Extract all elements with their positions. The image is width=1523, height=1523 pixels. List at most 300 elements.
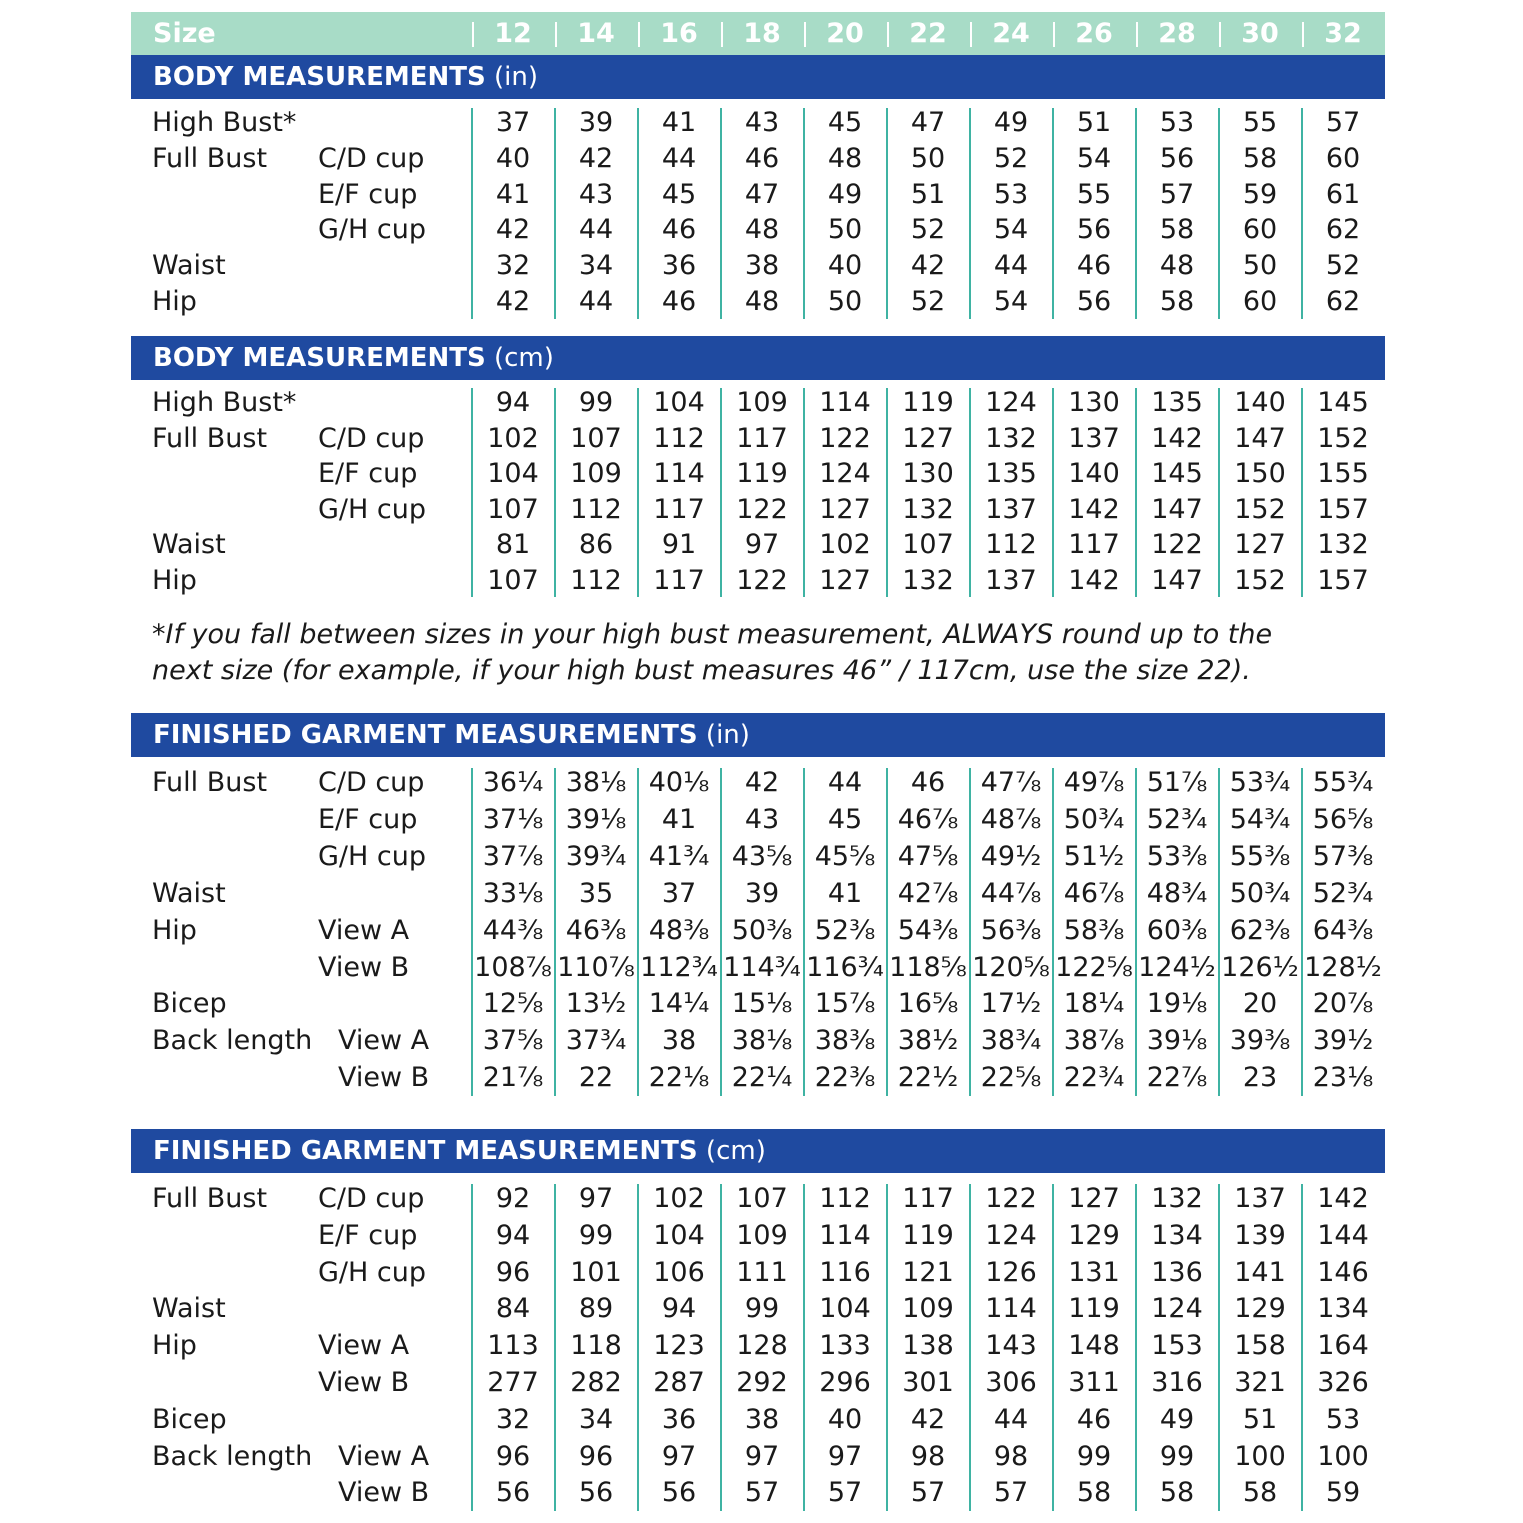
measurement-cell: 40⅛ — [648, 767, 710, 798]
row-sublabel: View B — [338, 1062, 430, 1094]
measurement-cell: 145 — [1317, 387, 1369, 418]
size-header-30: 30 — [1241, 18, 1279, 49]
measurement-cell: 109 — [736, 1219, 788, 1251]
measurement-cell: 97 — [744, 1440, 780, 1472]
measurement-cell: 38⅞ — [1063, 1025, 1125, 1057]
size-header-label: Size — [153, 18, 216, 49]
measurement-cell: 62 — [1325, 286, 1361, 317]
measurement-cell: 48¾ — [1146, 877, 1208, 909]
measurement-cell: 96 — [495, 1440, 531, 1472]
measurement-cell: 142 — [1068, 564, 1120, 596]
measurement-cell: 124 — [819, 458, 871, 489]
measurement-cell: 127 — [1068, 1183, 1120, 1214]
measurement-cell: 127 — [819, 493, 871, 525]
measurement-cell: 112 — [653, 422, 705, 454]
row-sublabel: View A — [318, 914, 410, 946]
measurement-cell: 114 — [819, 1219, 871, 1251]
measurement-cell: 292 — [736, 1367, 788, 1398]
measurement-cell: 138 — [902, 1330, 954, 1362]
measurement-cell: 47 — [910, 107, 946, 138]
measurement-cell: 301 — [902, 1367, 954, 1398]
measurement-cell: 107 — [736, 1183, 788, 1214]
measurement-cell: 157 — [1317, 493, 1369, 525]
row-label: Bicep — [152, 1403, 227, 1435]
measurement-cell: 56 — [1159, 142, 1195, 174]
measurement-cell: 81 — [495, 529, 531, 560]
size-header-12: 12 — [494, 18, 532, 49]
measurement-cell: 14¼ — [648, 988, 710, 1020]
measurement-cell: 117 — [736, 422, 788, 454]
measurement-cell: 49 — [993, 107, 1029, 138]
measurement-cell: 92 — [495, 1183, 531, 1214]
measurement-cell: 38½ — [897, 1025, 959, 1057]
measurement-cell: 37 — [661, 877, 697, 909]
measurement-cell: 99 — [1076, 1440, 1112, 1472]
measurement-cell: 132 — [902, 564, 954, 596]
row-label: Hip — [152, 286, 197, 317]
measurement-cell: 52 — [993, 142, 1029, 174]
measurement-cell: 123 — [653, 1330, 705, 1362]
measurement-cell: 100 — [1234, 1440, 1286, 1472]
row-sublabel: G/H cup — [318, 1256, 426, 1288]
row-label: Full Bust — [152, 767, 268, 798]
measurement-cell: 61 — [1325, 178, 1361, 210]
measurement-cell: 99 — [744, 1293, 780, 1325]
measurement-cell: 124 — [985, 387, 1037, 418]
footnote-line-2: next size (for example, if your high bust measures 46” / 117cm, use the size 22). — [152, 655, 1251, 686]
measurement-cell: 43⅝ — [731, 840, 793, 872]
measurement-cell: 152 — [1317, 422, 1369, 454]
measurement-cell: 49½ — [980, 840, 1042, 872]
measurement-cell: 94 — [661, 1293, 697, 1325]
measurement-cell: 140 — [1068, 458, 1120, 489]
measurement-cell: 126½ — [1221, 951, 1299, 983]
row-sublabel: E/F cup — [318, 1219, 418, 1251]
measurement-cell: 127 — [902, 422, 954, 454]
measurement-cell: 62 — [1325, 214, 1361, 246]
size-header-20: 20 — [826, 18, 864, 49]
measurement-cell: 52 — [1325, 250, 1361, 282]
row-sublabel: E/F cup — [318, 178, 418, 210]
measurement-cell: 120⅝ — [972, 951, 1050, 983]
measurement-cell: 21⅞ — [482, 1062, 544, 1094]
measurement-cell: 44 — [578, 286, 614, 317]
measurement-cell: 114 — [985, 1293, 1037, 1325]
measurement-cell: 12⅝ — [482, 988, 544, 1020]
measurement-cell: 46 — [661, 214, 697, 246]
measurement-cell: 117 — [1068, 529, 1120, 560]
measurement-cell: 39¾ — [565, 840, 627, 872]
size-header-22: 22 — [909, 18, 947, 49]
measurement-cell: 46 — [1076, 250, 1112, 282]
row-label: Back length — [152, 1440, 313, 1472]
measurement-cell: 134 — [1317, 1293, 1369, 1325]
measurement-cell: 117 — [653, 493, 705, 525]
measurement-cell: 106 — [653, 1256, 705, 1288]
measurement-cell: 49 — [827, 178, 863, 210]
measurement-cell: 118 — [570, 1330, 622, 1362]
measurement-cell: 102 — [653, 1183, 705, 1214]
measurement-cell: 44 — [827, 767, 863, 798]
size-header-18: 18 — [743, 18, 781, 49]
measurement-cell: 48⅜ — [648, 914, 710, 946]
measurement-cell: 119 — [1068, 1293, 1120, 1325]
measurement-cell: 98 — [910, 1440, 946, 1472]
measurement-cell: 38 — [661, 1025, 697, 1057]
measurement-cell: 48 — [744, 214, 780, 246]
measurement-cell: 113 — [487, 1330, 539, 1362]
footnote-line-1: *If you fall between sizes in your high bust measurement, ALWAYS round up to the — [152, 619, 1273, 650]
measurement-cell: 296 — [819, 1367, 871, 1398]
measurement-cell: 22⅝ — [980, 1062, 1042, 1094]
row-label: Full Bust — [152, 1183, 268, 1214]
measurement-cell: 59 — [1242, 178, 1278, 210]
measurement-cell: 96 — [578, 1440, 614, 1472]
measurement-cell: 142 — [1151, 422, 1203, 454]
measurement-cell: 39⅛ — [565, 803, 627, 835]
row-sublabel: View B — [318, 1367, 410, 1398]
row-label: Waist — [152, 250, 226, 282]
measurement-cell: 51½ — [1063, 840, 1125, 872]
measurement-cell: 22½ — [897, 1062, 959, 1094]
measurement-cell: 127 — [819, 564, 871, 596]
measurement-cell: 22 — [578, 1062, 614, 1094]
size-header-divider — [887, 22, 889, 47]
measurement-cell: 36 — [661, 250, 697, 282]
measurement-cell: 124½ — [1138, 951, 1216, 983]
measurement-cell: 112 — [570, 564, 622, 596]
measurement-cell: 122 — [819, 422, 871, 454]
measurement-cell: 20 — [1242, 988, 1278, 1020]
measurement-cell: 99 — [1159, 1440, 1195, 1472]
measurement-cell: 54⅜ — [897, 914, 959, 946]
row-sublabel: G/H cup — [318, 840, 426, 872]
measurement-cell: 108⅞ — [474, 951, 552, 983]
measurement-cell: 37 — [495, 107, 531, 138]
row-label: Hip — [152, 1330, 197, 1362]
measurement-cell: 144 — [1317, 1219, 1369, 1251]
row-sublabel: E/F cup — [318, 458, 418, 489]
measurement-cell: 132 — [1151, 1183, 1203, 1214]
measurement-cell: 50 — [827, 286, 863, 317]
measurement-cell: 94 — [495, 1219, 531, 1251]
measurement-cell: 129 — [1068, 1219, 1120, 1251]
size-header-divider — [638, 22, 640, 47]
size-header-32: 32 — [1324, 18, 1362, 49]
measurement-cell: 130 — [902, 458, 954, 489]
measurement-cell: 36¼ — [482, 767, 544, 798]
measurement-cell: 147 — [1151, 564, 1203, 596]
measurement-cell: 100 — [1317, 1440, 1369, 1472]
measurement-cell: 119 — [902, 1219, 954, 1251]
measurement-cell: 46 — [744, 142, 780, 174]
measurement-cell: 53 — [993, 178, 1029, 210]
measurement-cell: 107 — [570, 422, 622, 454]
measurement-cell: 153 — [1151, 1330, 1203, 1362]
measurement-cell: 58 — [1076, 1477, 1112, 1509]
measurement-cell: 38⅜ — [814, 1025, 876, 1057]
measurement-cell: 56 — [661, 1477, 697, 1509]
measurement-cell: 128½ — [1304, 951, 1382, 983]
section-title-text: BODY MEASUREMENTS — [153, 62, 486, 92]
measurement-cell: 41 — [661, 803, 697, 835]
measurement-cell: 47 — [744, 178, 780, 210]
measurement-cell: 91 — [661, 529, 697, 560]
measurement-cell: 22⅞ — [1146, 1062, 1208, 1094]
measurement-cell: 287 — [653, 1367, 705, 1398]
measurement-cell: 22⅜ — [814, 1062, 876, 1094]
measurement-cell: 38 — [744, 1403, 780, 1435]
size-header-26: 26 — [1075, 18, 1113, 49]
measurement-cell: 46 — [1076, 1403, 1112, 1435]
measurement-cell: 50 — [1242, 250, 1278, 282]
measurement-cell: 112 — [985, 529, 1037, 560]
measurement-cell: 97 — [578, 1183, 614, 1214]
measurement-cell: 86 — [578, 529, 614, 560]
measurement-cell: 45 — [827, 803, 863, 835]
measurement-cell: 47⅞ — [980, 767, 1042, 798]
measurement-cell: 58 — [1159, 1477, 1195, 1509]
measurement-cell: 39⅜ — [1229, 1025, 1291, 1057]
measurement-cell: 121 — [902, 1256, 954, 1288]
measurement-cell: 58 — [1242, 1477, 1278, 1509]
measurement-cell: 43 — [744, 803, 780, 835]
measurement-cell: 107 — [487, 493, 539, 525]
measurement-cell: 53 — [1159, 107, 1195, 138]
measurement-cell: 64⅜ — [1312, 914, 1374, 946]
measurement-cell: 38 — [744, 250, 780, 282]
measurement-cell: 58⅜ — [1063, 914, 1125, 946]
measurement-cell: 15⅞ — [814, 988, 876, 1020]
row-label: Full Bust — [152, 422, 268, 454]
measurement-cell: 94 — [495, 387, 531, 418]
size-header-divider — [555, 22, 557, 47]
section-header — [131, 1129, 1385, 1173]
measurement-cell: 51 — [1076, 107, 1112, 138]
measurement-cell: 44 — [993, 1403, 1029, 1435]
measurement-cell: 52 — [910, 286, 946, 317]
measurement-cell: 46⅞ — [897, 803, 959, 835]
measurement-cell: 46 — [910, 767, 946, 798]
measurement-cell: 97 — [744, 529, 780, 560]
measurement-cell: 112¾ — [640, 951, 718, 983]
measurement-cell: 53¾ — [1229, 767, 1291, 798]
size-header-28: 28 — [1158, 18, 1196, 49]
measurement-cell: 22⅛ — [648, 1062, 710, 1094]
measurement-cell: 32 — [495, 1403, 531, 1435]
measurement-cell: 277 — [487, 1367, 539, 1398]
measurement-cell: 42 — [744, 767, 780, 798]
measurement-cell: 96 — [495, 1256, 531, 1288]
measurement-cell: 20⅞ — [1312, 988, 1374, 1020]
measurement-cell: 122 — [736, 564, 788, 596]
measurement-cell: 141 — [1234, 1256, 1286, 1288]
measurement-cell: 44⅜ — [482, 914, 544, 946]
measurement-cell: 41 — [827, 877, 863, 909]
measurement-cell: 38⅛ — [731, 1025, 793, 1057]
row-sublabel: View A — [338, 1025, 430, 1057]
measurement-cell: 60 — [1325, 142, 1361, 174]
measurement-cell: 39⅛ — [1146, 1025, 1208, 1057]
measurement-cell: 122 — [985, 1183, 1037, 1214]
measurement-cell: 326 — [1317, 1367, 1369, 1398]
measurement-cell: 41 — [495, 178, 531, 210]
measurement-cell: 42 — [578, 142, 614, 174]
measurement-cell: 23 — [1242, 1062, 1278, 1094]
measurement-cell: 135 — [1151, 387, 1203, 418]
measurement-cell: 84 — [495, 1293, 531, 1325]
measurement-cell: 23⅛ — [1312, 1062, 1374, 1094]
measurement-cell: 43 — [744, 107, 780, 138]
measurement-cell: 45 — [661, 178, 697, 210]
measurement-cell: 35 — [578, 877, 614, 909]
measurement-cell: 34 — [578, 1403, 614, 1435]
measurement-cell: 39 — [744, 877, 780, 909]
measurement-cell: 158 — [1234, 1330, 1286, 1362]
measurement-cell: 99 — [578, 387, 614, 418]
measurement-cell: 57 — [993, 1477, 1029, 1509]
measurement-cell: 46 — [661, 286, 697, 317]
measurement-cell: 321 — [1234, 1367, 1286, 1398]
measurement-cell: 56 — [1076, 214, 1112, 246]
measurement-cell: 38¾ — [980, 1025, 1042, 1057]
measurement-cell: 122⅝ — [1055, 951, 1133, 983]
measurement-cell: 137 — [1234, 1183, 1286, 1214]
measurement-cell: 135 — [985, 458, 1037, 489]
row-sublabel: G/H cup — [318, 214, 426, 246]
size-header-divider — [970, 22, 972, 47]
measurement-cell: 45 — [827, 107, 863, 138]
measurement-cell: 114 — [653, 458, 705, 489]
measurement-cell: 52 — [910, 214, 946, 246]
measurement-cell: 55 — [1242, 107, 1278, 138]
measurement-cell: 37¾ — [565, 1025, 627, 1057]
measurement-cell: 142 — [1317, 1183, 1369, 1214]
measurement-cell: 110⅞ — [557, 951, 635, 983]
measurement-cell: 122 — [1151, 529, 1203, 560]
measurement-cell: 101 — [570, 1256, 622, 1288]
section-title-text: FINISHED GARMENT MEASUREMENTS — [153, 720, 698, 750]
row-sublabel: View B — [318, 951, 410, 983]
row-label: Bicep — [152, 988, 227, 1020]
measurement-cell: 111 — [736, 1256, 788, 1288]
measurement-cell: 116 — [819, 1256, 871, 1288]
measurement-cell: 46⅜ — [565, 914, 627, 946]
measurement-cell: 143 — [985, 1330, 1037, 1362]
size-header-14: 14 — [577, 18, 615, 49]
measurement-cell: 42 — [910, 1403, 946, 1435]
measurement-cell: 109 — [736, 387, 788, 418]
measurement-cell: 132 — [902, 493, 954, 525]
measurement-cell: 129 — [1234, 1293, 1286, 1325]
measurement-cell: 41¾ — [648, 840, 710, 872]
measurement-cell: 15⅛ — [731, 988, 793, 1020]
row-label: Hip — [152, 564, 197, 596]
size-header-row — [131, 12, 1385, 55]
measurement-cell: 54 — [993, 214, 1029, 246]
measurement-cell: 128 — [736, 1330, 788, 1362]
measurement-cell: 13½ — [565, 988, 627, 1020]
measurement-cell: 44⅞ — [980, 877, 1042, 909]
measurement-cell: 19⅛ — [1146, 988, 1208, 1020]
measurement-cell: 44 — [578, 214, 614, 246]
measurement-cell: 44 — [993, 250, 1029, 282]
measurement-cell: 148 — [1068, 1330, 1120, 1362]
measurement-cell: 155 — [1317, 458, 1369, 489]
measurement-cell: 22¾ — [1063, 1062, 1125, 1094]
measurement-cell: 126 — [985, 1256, 1037, 1288]
size-header-divider — [804, 22, 806, 47]
measurement-cell: 40 — [827, 250, 863, 282]
measurement-cell: 22¼ — [731, 1062, 793, 1094]
size-header-divider — [1302, 22, 1304, 47]
measurement-cell: 60 — [1242, 286, 1278, 317]
measurement-cell: 140 — [1234, 387, 1286, 418]
size-header-16: 16 — [660, 18, 698, 49]
measurement-cell: 104 — [819, 1293, 871, 1325]
measurement-cell: 311 — [1068, 1367, 1120, 1398]
measurement-cell: 45⅝ — [814, 840, 876, 872]
section-title — [153, 1129, 766, 1173]
measurement-cell: 33⅛ — [482, 877, 544, 909]
measurement-cell: 98 — [993, 1440, 1029, 1472]
measurement-cell: 60 — [1242, 214, 1278, 246]
measurement-cell: 89 — [578, 1293, 614, 1325]
measurement-cell: 59 — [1325, 1477, 1361, 1509]
row-label: Full Bust — [152, 142, 268, 174]
measurement-cell: 107 — [902, 529, 954, 560]
measurement-cell: 42 — [495, 214, 531, 246]
measurement-cell: 122 — [736, 493, 788, 525]
measurement-cell: 43 — [578, 178, 614, 210]
measurement-cell: 119 — [736, 458, 788, 489]
measurement-cell: 55⅜ — [1229, 840, 1291, 872]
measurement-cell: 119 — [902, 387, 954, 418]
measurement-cell: 46⅞ — [1063, 877, 1125, 909]
measurement-cell: 56 — [1076, 286, 1112, 317]
measurement-cell: 164 — [1317, 1330, 1369, 1362]
section-title-text: BODY MEASUREMENTS — [153, 343, 486, 373]
measurement-cell: 42 — [495, 286, 531, 317]
section-unit: (in) — [705, 720, 750, 750]
size-header-divider — [1219, 22, 1221, 47]
measurement-cell: 41 — [661, 107, 697, 138]
measurement-cell: 56⅝ — [1312, 803, 1374, 835]
measurement-cell: 16⅝ — [897, 988, 959, 1020]
row-sublabel: E/F cup — [318, 803, 418, 835]
measurement-cell: 127 — [1234, 529, 1286, 560]
measurement-cell: 104 — [653, 1219, 705, 1251]
measurement-cell: 306 — [985, 1367, 1037, 1398]
row-label: Hip — [152, 914, 197, 946]
measurement-cell: 282 — [570, 1367, 622, 1398]
row-sublabel: View A — [318, 1330, 410, 1362]
size-header-divider — [1136, 22, 1138, 47]
measurement-cell: 58 — [1159, 286, 1195, 317]
measurement-cell: 124 — [985, 1219, 1037, 1251]
measurement-cell: 52¾ — [1146, 803, 1208, 835]
section-unit: (cm) — [705, 1136, 766, 1166]
measurement-cell: 34 — [578, 250, 614, 282]
measurement-cell: 132 — [985, 422, 1037, 454]
measurement-cell: 57 — [744, 1477, 780, 1509]
row-sublabel: C/D cup — [318, 1183, 425, 1214]
measurement-cell: 152 — [1234, 564, 1286, 596]
section-header — [131, 336, 1385, 380]
measurement-cell: 48 — [1159, 250, 1195, 282]
measurement-cell: 54¾ — [1229, 803, 1291, 835]
measurement-cell: 104 — [653, 387, 705, 418]
